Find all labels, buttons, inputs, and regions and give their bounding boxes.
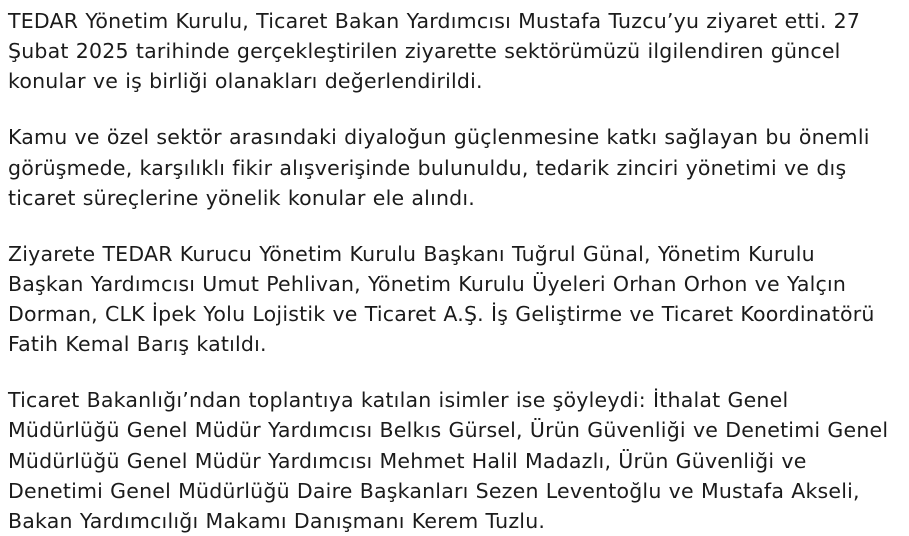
paragraph-1: TEDAR Yönetim Kurulu, Ticaret Bakan Yardımcısı Mustafa Tuzcu’yu ziyaret etti. 27 Şubat 2025 tarihinde gerçekleştirilen ziyarette sektörümüzü ilgilendiren güncel konular ve iş birliği olanakları değerlendirildi. xyxy=(8,9,861,94)
paragraph-3: Ziyarete TEDAR Kurucu Yönetim Kurulu Başkanı Tuğrul Günal, Yönetim Kurulu Başkan Yardımcısı Umut Pehlivan, Yönetim Kurulu Üyeleri Orhan Orhon ve Yalçın Dorman, CLK İpek Yolu Lojistik ve Ticaret A.Ş. İş Geliştirme ve Ticaret Koordinatörü Fatih Kemal Barış katıldı. xyxy=(8,241,875,357)
paragraph-4: Ticaret Bakanlığı’ndan toplantıya katılan isimler ise şöyleydi: İthalat Genel Müdürlüğü Genel Müdür Yardımcısı Belkıs Gürsel, Ürün Güvenliği ve Denetimi Genel Müdürlüğü Genel Müdür Yardımcısı Mehmet Halil Madazlı, Ürün Güvenliği ve Denetimi Genel Müdürlüğü Daire Başkanları Sezen Leventoğlu ve Mustafa Akseli, Bakan Yardımcılığı Makamı Danışmanı Kerem Tuzlu. xyxy=(8,388,889,533)
paragraph-2: Kamu ve özel sektör arasındaki diyaloğun güçlenmesine katkı sağlayan bu önemli görüşmede, karşılıklı fikir alışverişinde bulunuldu, tedarik zinciri yönetimi ve dış ticaret süreçlerine yönelik konular ele alındı. xyxy=(8,125,870,210)
